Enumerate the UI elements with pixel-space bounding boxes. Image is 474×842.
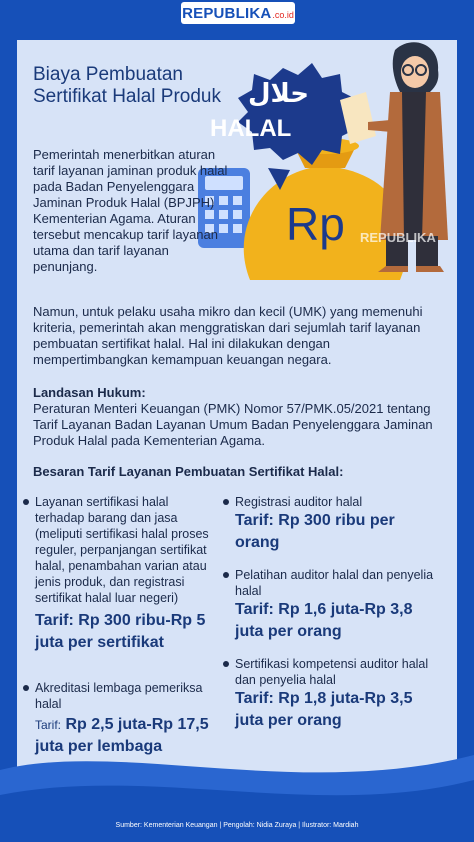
logo-sub-text: .co.id: [272, 9, 294, 20]
list-item: [35, 494, 210, 654]
watermark-text: REPUBLIKA: [360, 230, 436, 245]
item-desc: Akreditasi lembaga pemeriksa halal: [35, 681, 203, 711]
item-fee: Rp 2,5 juta-Rp 17,5 juta per lembaga: [35, 716, 209, 755]
badge-text: HALAL: [210, 115, 292, 142]
bullet-icon: [223, 572, 229, 578]
bullet-icon: [23, 499, 29, 505]
money-bag-label: Rp: [286, 198, 345, 250]
logo-main-text: REPUBLIKA: [182, 4, 272, 22]
item-fee: Tarif: Rp 1,8 juta-Rp 3,5 juta per orang: [235, 690, 413, 729]
bullet-icon: [223, 499, 229, 505]
tarif-heading: Besaran Tarif Layanan Pembuatan Sertifikat Halal:: [33, 464, 344, 479]
list-item: [235, 494, 435, 554]
item-fee: Tarif: Rp 300 ribu-Rp 5 juta per sertifikat: [35, 612, 206, 651]
item-desc: Layanan sertifikasi halal terhadap barang dan jasa (meliputi sertifikasi halal proses reguler, perpanjangan sertifikat halal, penambahan varian atau jenis produk, dan registrasi sertifikat halal luar negeri): [35, 495, 209, 605]
item-fee: Tarif: Rp 1,6 juta-Rp 3,8 juta per orang: [235, 601, 413, 640]
landasan-heading: Landasan Hukum:: [33, 385, 146, 400]
intro-paragraph: Pemerintah menerbitkan aturan tarif layanan jaminan produk halal pada Badan Penyelenggara Jaminan Produk Halal (BPJPH) Kementerian Agama. Aturan tersebut mencakup tarif layanan utama dan tarif layanan penunjang.: [33, 147, 228, 274]
item-desc: Sertifikasi kompetensi auditor halal dan penyelia halal: [235, 657, 429, 687]
item-fee-label: Tarif:: [35, 718, 62, 732]
umk-paragraph: Namun, untuk pelaku usaha mikro dan kecil (UMK) yang memenuhi kriteria, pemerintah akan menggratiskan dari sejumlah tarif layanan pembuatan sertifikat halal. Hal ini dilakukan dengan mempertimbangkan kemampuan keuangan negara.: [33, 304, 423, 367]
list-item: [235, 567, 440, 643]
footer-credits: Sumber: Kementerian Keuangan | Pengolah: Nidia Zuraya | Ilustrator: Mardiah: [115, 822, 359, 829]
item-fee: Tarif: Rp 300 ribu per orang: [235, 512, 395, 551]
landasan-body: Peraturan Menteri Keuangan (PMK) Nomor 57/PMK.05/2021 tentang Tarif Layanan Badan Layanan Umum Badan Penyelenggara Jaminan Produk Halal pada Kementerian Agama.: [33, 401, 433, 448]
item-desc: Registrasi auditor halal: [235, 495, 363, 509]
bullet-icon: [23, 685, 29, 691]
list-item: [235, 656, 440, 732]
bullet-icon: [223, 661, 229, 667]
republika-logo[interactable]: [181, 2, 295, 24]
item-desc: Pelatihan auditor halal dan penyelia halal: [235, 568, 434, 598]
page-title: Biaya Pembuatan Sertifikat Halal Produk: [33, 64, 221, 107]
badge-arabic: حلال: [248, 79, 310, 109]
